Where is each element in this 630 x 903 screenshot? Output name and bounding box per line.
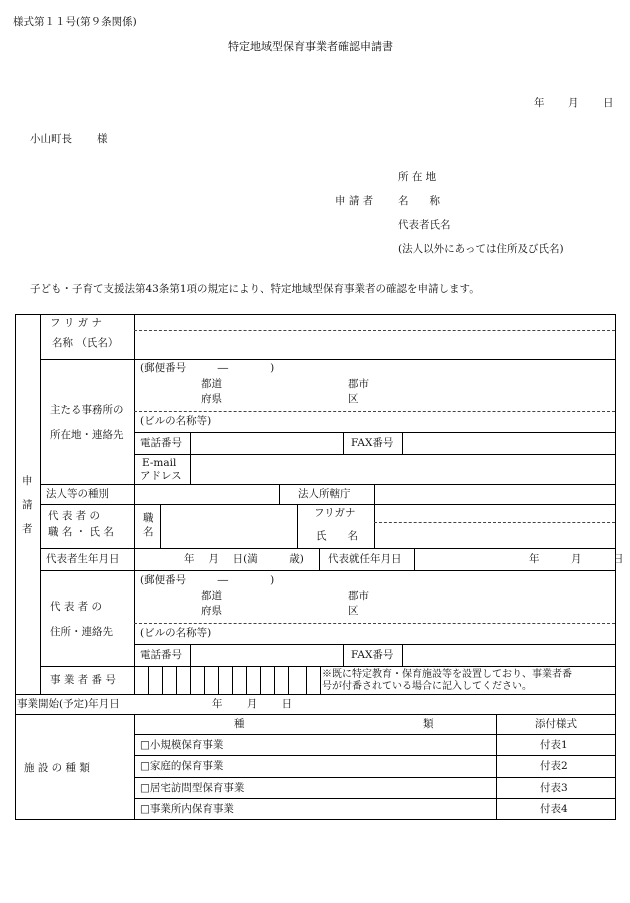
rep-fuken: 府県 — [201, 605, 222, 617]
rep-name-label: 氏 名 — [316, 530, 358, 542]
name-label: 名称 （氏名） — [52, 337, 119, 349]
rep-ku: 区 — [348, 605, 359, 617]
facility-attach-4: 付表4 — [540, 803, 568, 815]
side-label-3: 者 — [22, 523, 33, 535]
office-todofu: 都道 — [201, 378, 222, 390]
rep-fax-label: FAX番号 — [351, 649, 394, 661]
addressee: 小山町長 — [30, 133, 72, 145]
form-title: 特定地域型保育事業者確認申請書 — [228, 40, 393, 53]
facility-attach-2: 付表2 — [540, 760, 568, 772]
date-year: 年 — [534, 97, 545, 109]
office-postal: (郵便番号 ― ) — [140, 362, 275, 374]
furigana-label: フ リ ガ ナ — [50, 317, 103, 329]
date-day: 日 — [603, 97, 614, 109]
office-fax-label: FAX番号 — [351, 437, 394, 449]
rep-birth-value: 年 月 日(満 歳) — [184, 553, 304, 565]
office-ku: 区 — [348, 393, 359, 405]
rep-addr-label-1: 代 表 者 の — [50, 601, 103, 613]
email-label-1: E-mail — [142, 457, 177, 469]
rep-label-1: 代 表 者 の — [48, 510, 101, 522]
start-date-value: 年 月 日 — [212, 698, 293, 710]
rep-birth-label: 代表者生年月日 — [46, 553, 120, 565]
facility-option-3[interactable]: □居宅訪問型保育事業 — [140, 782, 245, 794]
rep-title-2: 名 — [143, 526, 154, 538]
form-number: 様式第１１号(第９条関係) — [13, 16, 137, 28]
rep-postal: (郵便番号 ― ) — [140, 574, 275, 586]
statement: 子ども・子育て支援法第43条第1項の規定により、特定地域型保育事業者の確認を申請します。 — [30, 283, 480, 295]
kind-header: 種 類 — [234, 718, 434, 730]
office-building: (ビルの名称等) — [140, 415, 212, 427]
facility-option-1[interactable]: □小規模保育事業 — [140, 739, 224, 751]
applicant-label: 申 請 者 — [335, 195, 374, 207]
facility-option-2[interactable]: □家庭的保育事業 — [140, 760, 224, 772]
side-label-2: 請 — [22, 499, 33, 511]
rep-furigana-label: フリガナ — [314, 507, 356, 519]
facility-option-4[interactable]: □事業所内保育事業 — [140, 803, 234, 815]
start-date-label: 事業開始(予定)年月日 — [17, 698, 120, 710]
appoint-date-value: 年 月 日 — [529, 553, 624, 565]
date-month: 月 — [568, 97, 579, 109]
rep-label-2: 職 名 ・ 氏 名 — [48, 526, 114, 538]
rep-title-1: 職 — [143, 512, 154, 524]
facility-attach-1: 付表1 — [540, 739, 568, 751]
applicant-rep-label: 代表者氏名 — [398, 219, 451, 231]
office-phone-label: 電話番号 — [140, 437, 182, 449]
applicant-address-label: 所 在 地 — [398, 171, 437, 183]
honorific: 様 — [97, 133, 108, 145]
rep-addr-label-2: 住所・連絡先 — [50, 626, 113, 638]
facility-attach-3: 付表3 — [540, 782, 568, 794]
attach-header: 添付様式 — [535, 718, 577, 730]
corp-office-label: 法人所轄庁 — [298, 488, 351, 500]
applicant-note: (法人以外にあっては住所及び氏名) — [398, 243, 564, 255]
office-gunshi: 郡市 — [348, 378, 369, 390]
facility-type-label: 施 設 の 種 類 — [24, 762, 90, 774]
office-fuken: 府県 — [201, 393, 222, 405]
email-label-2: アドレス — [140, 470, 182, 482]
rep-todofu: 都道 — [201, 590, 222, 602]
applicant-name-label: 名 称 — [398, 195, 440, 207]
business-number-note-1: ※既に特定教育・保育施設等を設置しており、事業者番 — [322, 669, 572, 680]
business-number-label: 事 業 者 番 号 — [50, 674, 116, 686]
corp-type-label: 法人等の種別 — [46, 488, 109, 500]
rep-phone-label: 電話番号 — [140, 649, 182, 661]
business-number-note-2: 号が付番されている場合に記入してください。 — [322, 681, 532, 692]
rep-building: (ビルの名称等) — [140, 627, 212, 639]
office-label-2: 所在地・連絡先 — [50, 429, 124, 441]
rep-gunshi: 郡市 — [348, 590, 369, 602]
office-label-1: 主たる事務所の — [50, 404, 124, 416]
side-label-1: 申 — [22, 475, 33, 487]
appoint-date-label: 代表就任年月日 — [328, 553, 402, 565]
